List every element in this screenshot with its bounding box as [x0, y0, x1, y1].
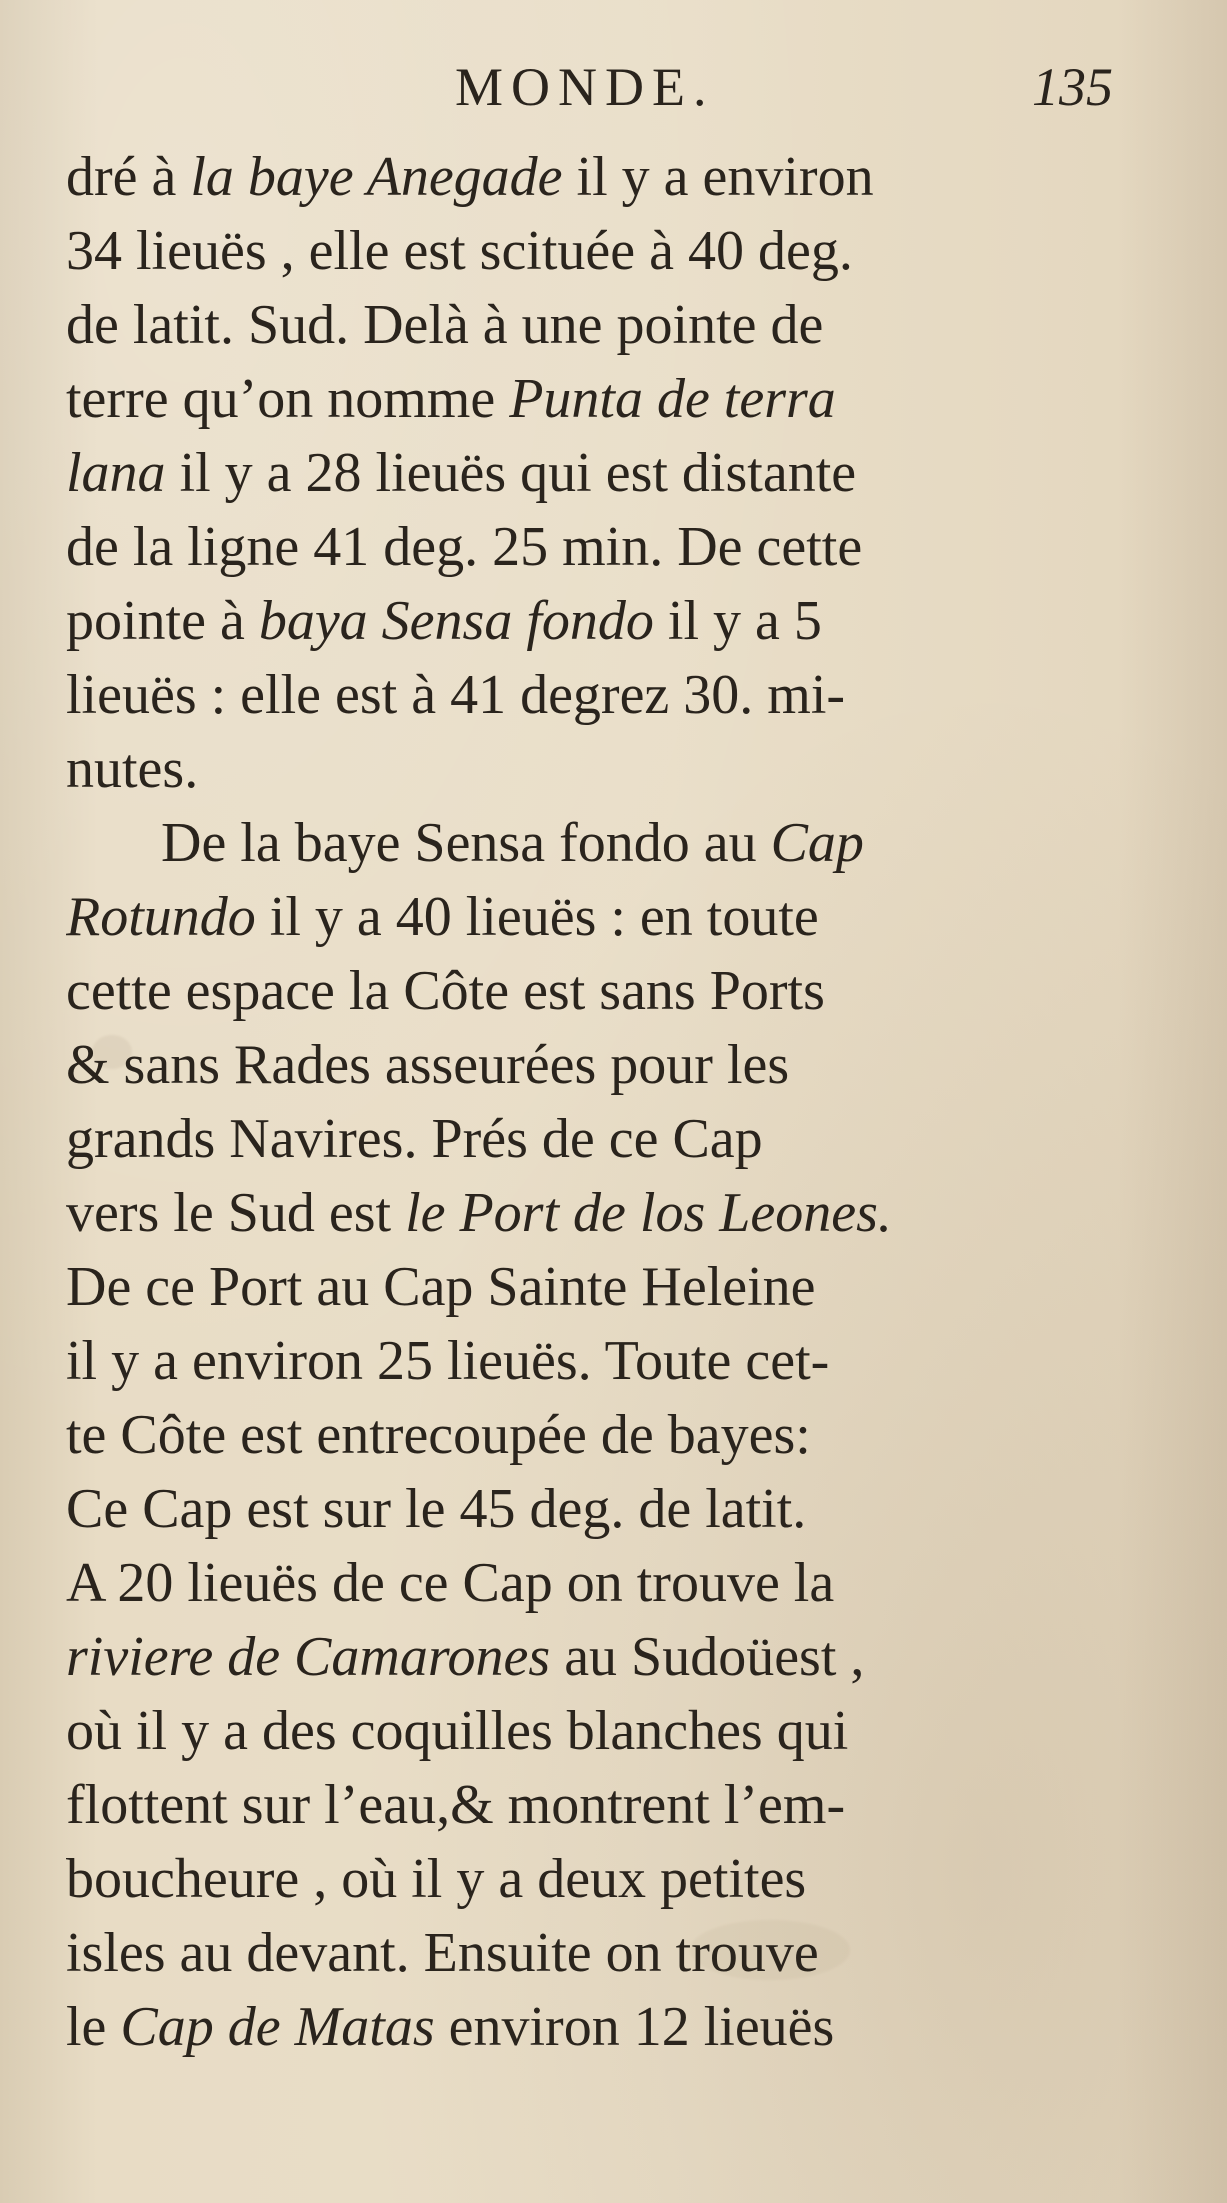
paragraph-start: De la baye Sensa fondo au Cap [161, 812, 864, 874]
text-line: & sans Rades asseurées pour les [66, 1034, 790, 1096]
text-line: terre qu’on nomme Punta de terra [66, 368, 836, 430]
text-line: lieuës : elle est à 41 degrez 30. mi- [66, 664, 846, 726]
text-line: De ce Port au Cap Sainte Heleine [66, 1256, 816, 1318]
text-line: dré à la baye Anegade il y a environ [66, 146, 874, 208]
text-line: isles au devant. Ensuite on trouve [66, 1922, 819, 1984]
text-line: pointe à baya Sensa fondo il y a 5 [66, 590, 822, 652]
text-line: où il y a des coquilles blanches qui [66, 1700, 849, 1762]
body-text [66, 140, 1106, 2064]
text-line: 34 lieuës , elle est scituée à 40 deg. [66, 220, 853, 282]
text-line: le Cap de Matas environ 12 lieuës [66, 1996, 835, 2058]
text-line: vers le Sud est le Port de los Leones. [66, 1182, 892, 1244]
text-line: Rotundo il y a 40 lieuës : en toute [66, 886, 819, 948]
text-line: il y a environ 25 lieuës. Toute cet- [66, 1330, 830, 1392]
page-number: 135 [1032, 57, 1113, 117]
text-line: Ce Cap est sur le 45 deg. de latit. [66, 1478, 807, 1540]
text-line: boucheure , où il y a deux petites [66, 1848, 807, 1910]
text-line: lana il y a 28 lieuës qui est distante [66, 442, 857, 504]
text-line: A 20 lieuës de ce Cap on trouve la [66, 1552, 835, 1614]
text-line: de la ligne 41 deg. 25 min. De cette [66, 516, 863, 578]
text-line: te Côte est entrecoupée de bayes: [66, 1404, 811, 1466]
text-line: de latit. Sud. Delà à une pointe de [66, 294, 824, 356]
page-header [0, 57, 1227, 150]
text-line: grands Navires. Prés de ce Cap [66, 1108, 763, 1170]
running-title: MONDE. [455, 57, 715, 117]
text-line: flottent sur l’eau,& montrent l’em- [66, 1774, 846, 1836]
text-line: nutes. [66, 738, 199, 800]
text-line: cette espace la Côte est sans Ports [66, 960, 825, 1022]
text-line: riviere de Camarones au Sudoüest , [66, 1626, 865, 1688]
